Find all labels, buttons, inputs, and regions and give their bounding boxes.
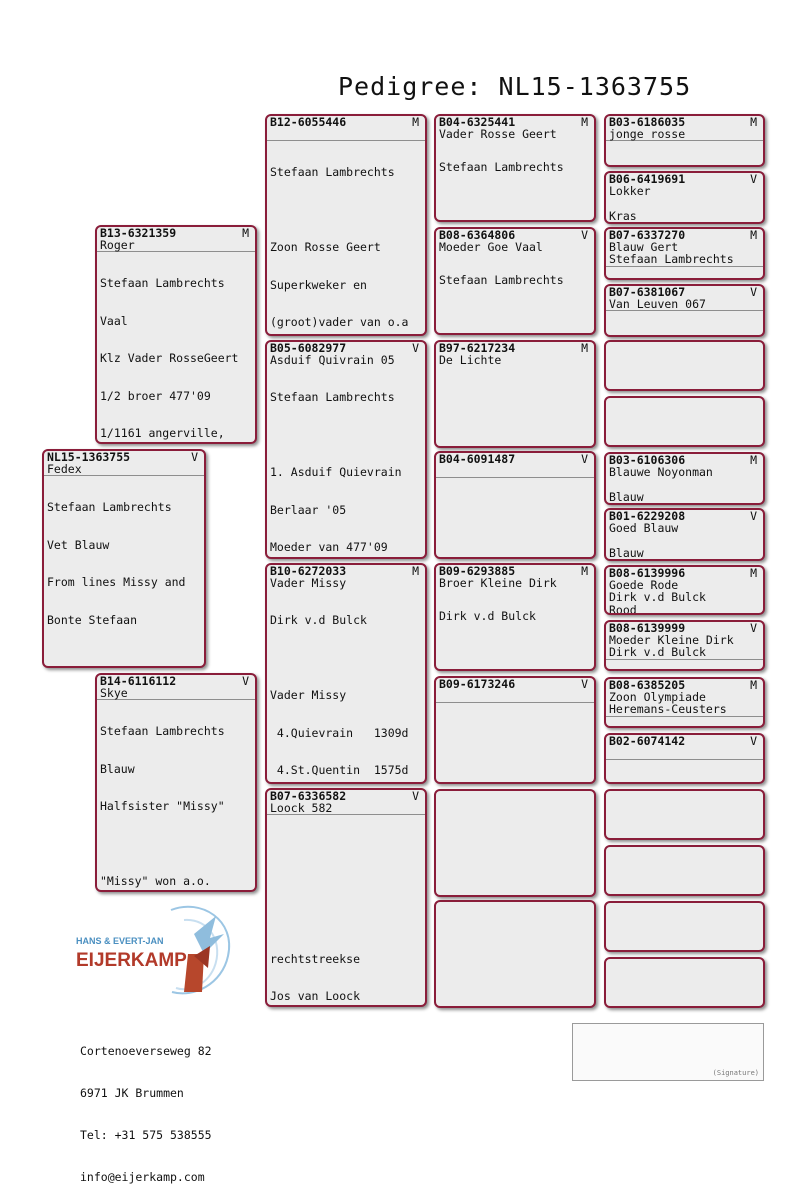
gen4-card-13[interactable] [604,789,765,840]
pigeon-name: Roger [97,239,255,252]
sex-marker: M [581,341,588,355]
note-line: Blauw [609,545,644,560]
note-line: Stefaan Lambrechts [439,160,564,175]
sex-marker: V [750,734,757,748]
ring-number: B12-6055446 [270,115,347,129]
pigeon-name: Vader Rosse Geert [439,127,557,141]
card-header [436,453,594,465]
pigeon-name: Moeder Goe Vaal [439,240,543,254]
gen4-card-11[interactable] [604,677,765,728]
logo-text-main: EIJERKAMP [76,950,187,971]
card-notes [267,589,425,784]
card-notes [97,700,255,892]
note-line [439,422,591,433]
gen3-card-7[interactable] [434,789,596,897]
note-line: Jos van Loock [270,989,361,1003]
note-line: (groot)vader van o.a [270,315,409,329]
note-line: Vader Missy [270,688,347,702]
ring-number: B09-6173246 [439,677,516,691]
card-notes [606,197,763,222]
card-notes [97,252,255,444]
ring-number: B10-6272033 [270,564,347,578]
logo-text-top: HANS & EVERT-JAN [76,936,164,946]
address-street: Cortenoeverseweg 82 [80,1044,212,1058]
pigeon-name: Zoon Olympiade [609,690,706,704]
gen4-card-4[interactable] [604,284,765,337]
card-notes [436,140,594,222]
sex-marker: V [581,677,588,691]
note-line: Bonte Stefaan [47,612,138,627]
card-header [606,735,763,747]
ring-number: B14-6116112 [100,674,177,688]
ff-card[interactable] [265,114,427,336]
company-logo [76,898,246,1008]
note-line [439,196,591,207]
gen4-card-6[interactable] [604,396,765,447]
pigeon-name: Van Leuven 067 [606,298,763,311]
address-block [80,1016,212,1198]
gen4-card-12[interactable] [604,733,765,784]
card-notes [436,703,594,784]
card-notes [267,141,425,336]
sex-marker: V [750,172,757,186]
note-line [439,388,591,399]
card-notes [436,366,594,448]
pigeon-name: jonge rosse [606,128,763,141]
ring-number: B97-6217234 [439,341,516,355]
pigeon-name: Blauwe Noyonman [609,465,713,479]
ring-number: NL15-1363755 [47,450,131,464]
ring-number: B07-6337270 [609,228,686,242]
ring-number: B01-6229208 [609,509,686,523]
note-line: Kras [609,208,637,223]
note-line: rechtstreekse [270,951,361,966]
sex-marker: V [750,285,757,299]
pigeon-name: Moeder Kleine Dirk [609,633,734,647]
note-line: 1/2 broer 477'09 [100,388,211,403]
signature-label: (Signature) [712,1069,759,1077]
pigeon-name: Blauw Gert [609,240,679,254]
sex-marker: M [581,564,588,578]
gen4-card-10[interactable] [604,620,765,671]
gen4-card-1[interactable] [604,114,765,167]
note-line: "Missy" won a.o. [100,874,211,888]
logo-graphic [76,898,246,1008]
gen3-card-5[interactable] [434,563,596,671]
note-line [100,838,252,851]
pigeon-name [606,747,763,760]
pigeon-name: Skye [97,687,255,700]
note-line: Dirk v.d Bulck [270,613,367,627]
note-line: Klz Vader RosseGeert [100,351,239,365]
note-line [609,534,760,547]
note-line: Heremans-Ceusters [609,702,727,716]
sex-marker: V [412,341,419,355]
sex-marker: V [191,450,198,464]
ring-number: B07-6336582 [270,789,347,803]
ring-number: B04-6325441 [439,115,516,129]
gen3-card-6[interactable] [434,676,596,784]
sex-marker: V [581,228,588,242]
note-line [609,197,760,210]
card-header [267,116,425,128]
note-line: Dirk v.d Bulck [439,609,536,624]
card-notes [436,253,594,335]
pigeon-name: Lokker [609,184,651,198]
gen4-card-16[interactable] [604,957,765,1008]
note-line: Vaal [100,313,128,328]
sex-marker: M [412,564,419,578]
note-line: Stefaan Lambrechts [439,273,564,288]
sex-marker: M [750,115,757,129]
note-line: Blauw [100,761,135,776]
gen4-card-15[interactable] [604,901,765,952]
note-line: Superkweker en [270,277,367,292]
note-line: Dirk v.d Bulck [609,645,706,659]
pigeon-name [436,465,594,478]
mm-card[interactable] [265,788,427,1007]
ring-number: B08-6139999 [609,621,686,635]
note-line [270,429,422,442]
note-line [439,725,591,736]
ring-number: B05-6082977 [270,341,347,355]
ring-number: B08-6364806 [439,228,516,242]
ring-number: B06-6419691 [609,172,686,186]
note-line [439,759,591,770]
ring-number: B03-6106306 [609,453,686,467]
pigeon-name: Loock 582 [267,802,425,815]
card-notes [606,253,763,267]
pigeon-name: De Lichte [439,353,502,367]
gen3-card-1[interactable] [434,114,596,222]
note-line: 1/1161 angerville, [100,426,225,440]
card-header [436,678,594,690]
sex-marker: V [750,509,757,523]
note-line [439,645,591,656]
ring-number: B08-6139996 [609,566,686,580]
card-notes [606,591,763,615]
card-notes [44,476,204,651]
note-line [439,309,591,320]
note-line: From lines Missy and [47,575,186,589]
ring-number: B08-6385205 [609,678,686,692]
note-line: Vet Blauw [47,537,110,552]
note-line: Stefaan Lambrechts [100,276,225,290]
card-notes [436,589,594,671]
ring-number: B04-6091487 [439,452,516,466]
sex-marker: M [750,453,757,467]
note-line: Stefaan Lambrechts [100,724,225,738]
sex-marker: M [750,566,757,580]
pigeon-name: Broer Kleine Dirk [439,576,557,590]
note-line: Berlaar '05 [270,502,347,517]
sex-marker: V [242,674,249,688]
note-line: Stefaan Lambrechts [47,500,172,514]
ring-number: B03-6186035 [609,115,686,129]
card-notes [606,478,763,503]
note-line: Dirk v.d Bulck [609,590,706,604]
gen4-card-14[interactable] [604,845,765,896]
sex-marker: M [750,228,757,242]
pigeon-name: Goede Rode [609,578,679,592]
gen4-card-9[interactable] [604,565,765,615]
note-line: Halfsister "Missy" [100,799,225,813]
signature-box[interactable] [572,1023,764,1081]
address-phone: Tel: +31 575 538555 [80,1128,212,1142]
gen4-card-2[interactable] [604,171,765,224]
sex-marker: M [581,115,588,129]
note-line: Stefaan Lambrechts [270,390,395,404]
mf-card[interactable] [265,563,427,784]
pigeon-name [267,128,425,141]
note-line: Blauw [609,489,644,504]
card-notes [267,815,425,1007]
pigeon-name: Asduif Quivrain 05 [270,353,395,367]
ring-number: B13-6321359 [100,226,177,240]
sex-marker: M [750,678,757,692]
gen4-card-8[interactable] [604,508,765,561]
note-line [270,652,422,665]
subject-card[interactable] [42,449,206,668]
card-notes [267,366,425,559]
gen3-card-8[interactable] [434,900,596,1008]
note-line: Zoon Rosse Geert [270,240,381,254]
sex-marker: V [412,789,419,803]
sex-marker: M [242,226,249,240]
fm-card[interactable] [265,340,427,559]
gen4-card-7[interactable] [604,452,765,505]
card-notes [606,534,763,559]
pigeon-name: Vader Missy [270,576,347,590]
gen3-card-2[interactable] [434,227,596,335]
note-line: 1. Asduif Quievrain [270,465,402,479]
gen3-card-3[interactable] [434,340,596,448]
card-notes [606,703,763,717]
gen4-card-5[interactable] [604,340,765,391]
ring-number: B07-6381067 [609,285,686,299]
note-line: Moeder van 477'09 [270,540,388,554]
pigeon-name [436,690,594,703]
note-line: Rood [609,602,637,615]
gen4-card-3[interactable] [604,227,765,280]
sex-marker: V [581,452,588,466]
ring-number: B09-6293885 [439,564,516,578]
sex-marker: M [412,115,419,129]
note-line [609,478,760,491]
sex-marker: V [750,621,757,635]
note-line [270,840,422,853]
pigeon-name: Fedex [44,463,204,476]
note-line: 4.St.Quentin 1575d [270,763,409,777]
note-line: Stefaan Lambrechts [270,165,395,179]
page-title: Pedigree: NL15-1363755 [338,72,692,101]
father-card[interactable] [95,225,257,444]
note-line [270,878,422,891]
note-line: 4.Quievrain 1309d [270,725,409,740]
address-email[interactable]: info@eijerkamp.com [80,1170,205,1184]
note-line [270,915,422,928]
mother-card[interactable] [95,673,257,892]
note-line: Stefaan Lambrechts [609,252,734,266]
card-notes [606,646,763,660]
gen3-card-4[interactable] [434,451,596,559]
ring-number: B02-6074142 [609,734,686,748]
pigeon-name: Goed Blauw [609,521,679,535]
address-city: 6971 JK Brummen [80,1086,184,1100]
note-line [270,204,422,217]
